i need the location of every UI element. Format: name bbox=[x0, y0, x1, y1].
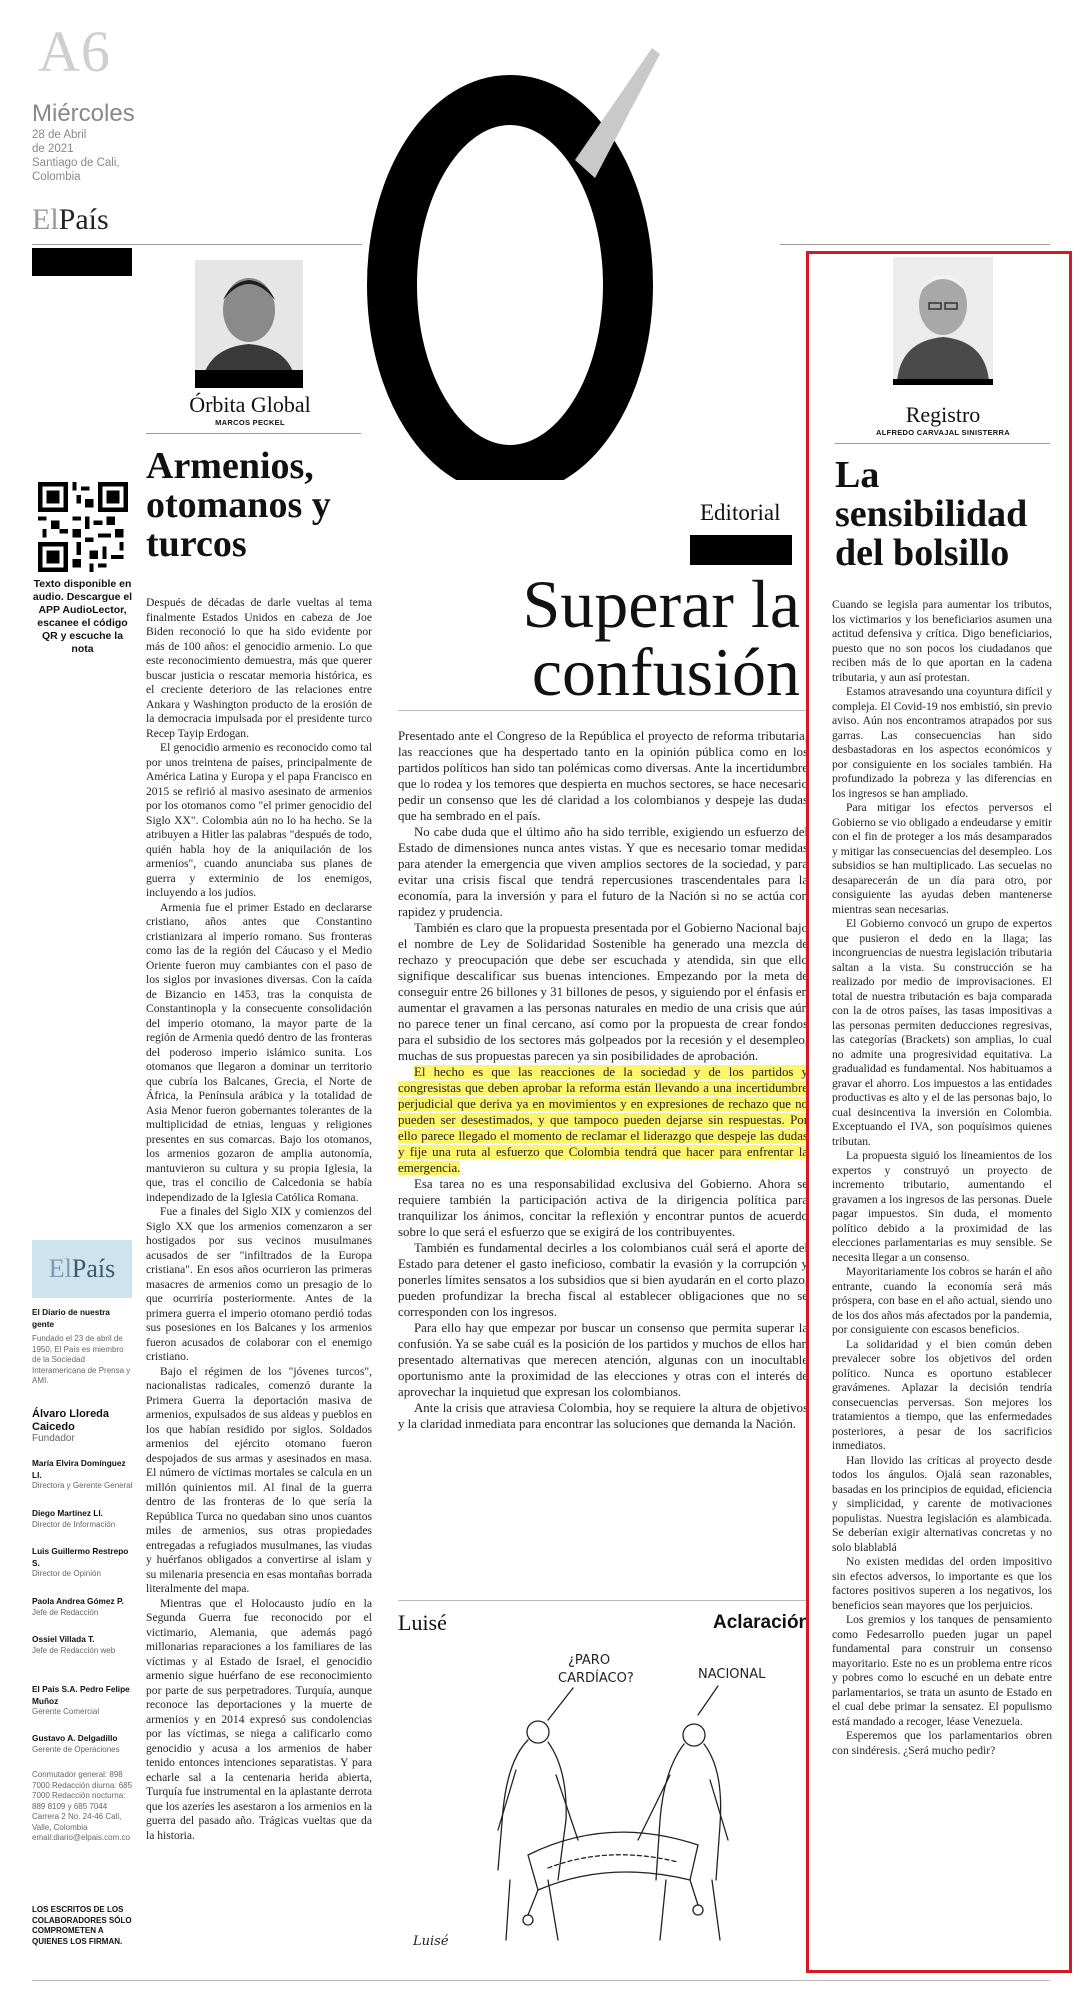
masthead-logo bbox=[32, 1240, 132, 1298]
paragraph: También es fundamental decirles a los colombianos cuál será el aporte del Estado para detener el gasto ineficioso, combatir la evasión y la corrupción y ponerles límites sensatos a los subsidios que si bien ayudarán en el corto plazo, pueden profundizar la brecha fiscal al establecer obligaciones que no se corresponden con los ingresos. bbox=[398, 1241, 808, 1319]
paragraph: Los gremios y los tanques de pensamiento como Fedesarrollo pueden jugar un papel fundamental para construir un consenso mayoritario. Este no es un problema entre ricos y pobres como lo escuché en un debate entre parlamentarios, se trata un asunto de Estado en el cual debe primar la sensatez. El populismo está mandado a recoger, léase Venezuela. bbox=[832, 1613, 1052, 1728]
headline-line: otomanos y bbox=[146, 484, 331, 526]
staff-name: Ossiel Villada T. bbox=[32, 1634, 95, 1644]
paragraph: La propuesta siguió los lineamientos de los expertos y construyó un proyecto de incremento tributario, aumentando el gravamen a los ingresos de las personas. Duele pagar impuestos. Sin duda, el momento político debido a la proximidad de las elecciones parlamentarias es muy sensible. Se necesita llegar a un consenso. bbox=[832, 1149, 1052, 1264]
paragraph: Después de décadas de darle vueltas al tema finalmente Estados Unidos en cabeza de Joe Biden reconoció lo que ha sido evidente por más de 100 años: el genocidio armenio. Lo que este reconocimiento demuestra, más que querer buscar justicia o rescatar memoria histórica, es el creciente deterioro de las relaciones entre Ankara y Washington producto de la erosión de la democracia impulsada por el presidente turco Recep Tayip Erdogan. bbox=[146, 596, 372, 740]
divider bbox=[835, 443, 1050, 444]
weekday: Miércoles bbox=[32, 100, 135, 127]
editorial-title bbox=[470, 566, 800, 710]
paragraph: Esperemos que los parlamentarios obren con sindéresis. ¿Será mucho pedir? bbox=[832, 1729, 1052, 1757]
paragraph: No cabe duda que el último año ha sido terrible, exigiendo un esfuerzo del Estado de dimensiones nunca antes vistas. Y que es necesario tomar medidas para atender la emergencia que viven amplios sectores de la sociedad, y para evitar una crisis fiscal que tendrá repercusiones trascendentales para la economía, para la inversión y para el futuro de la Nación si no se actúa con rapidez y prudencia. bbox=[398, 825, 808, 919]
masthead-contact: Conmutador general: 898 7000 Redacción diurna: 685 7000 Redacción nocturna: 889 8109 y 685 7044 Carrera 2 No. 24-46 Cali, Valle, Colombia email:diario@elpais.com.co bbox=[32, 1770, 133, 1842]
paragraph: Han llovido las críticas al proyecto desde todos los ángulos. Ojalá sean razonables, basadas en los principios de equidad, eficiencia y simplicidad, y carente de motivaciones populistas. Nuestra legislación es alambicada. Se deberían exigir alternativas concretas y no solo blablablá bbox=[832, 1453, 1052, 1554]
staff-role: Jefe de Redacción web bbox=[32, 1645, 116, 1655]
headline-line: sensibilidad bbox=[835, 493, 1028, 535]
cartoon-illustration bbox=[398, 1640, 808, 1960]
photo-bar bbox=[893, 379, 993, 385]
speech-bubble-text: ¿PARO bbox=[568, 1653, 611, 1668]
paragraph: Armenia fue el primer Estado en declararse cristiano, años antes que Constantino cristianizara al imperio romano. Sus fronteras como las de la región del Cáucaso y el Medio Oriente fueron muy cambiantes con el paso de los siglos por invasiones diversas. Con la caída de Bizancio en 1453, tras la conquista de Constantinopla y la consecuente consolidación del imperio otomano, la mayor parte de la región de Armenia quedó dentro de las fronteras del poderoso imperio islámico sunita. Los otomanos que llegaron a dominar un territorio que cubría los Balcanes, Grecia, el Norte de África, la Península arábica y la totalidad de Asia Menor fueron gobernantes tolerantes de la multiplicidad de etnias, lenguas y religiones presentes en sus comarcas. Bajo los otomanos, los armenios gozaron de amplia autonomía, mantuvieron su cultura y su propia Iglesia, la que, tras el concilio de Calcedonia se había independizado de la Iglesia Católica Romana. bbox=[146, 900, 372, 1204]
staff-name: Gustavo A. Delgadillo bbox=[32, 1733, 118, 1743]
headline-line: La bbox=[835, 454, 880, 496]
column-section: Órbita Global bbox=[189, 392, 311, 417]
paragraph: Esa tarea no es una responsabilidad exclusiva del Gobierno. Ahora se requiere también la participación activa de la dirigencia política para tranquilizar los ánimos, concitar la reflexión y encontrar puntos de acuerdo sobre lo que será el esfuerzo que se exigirá de los contribuyentes. bbox=[398, 1177, 808, 1239]
staff-item bbox=[32, 1733, 134, 1755]
column-headline bbox=[835, 456, 1060, 573]
staff-item bbox=[32, 1508, 134, 1530]
paragraph: Mientras que el Holocausto judío en la Segunda Guerra fue reconocido por el victimario, Alemania, que además pagó millonarias reparaciones a los familiares de las víctimas y al Estado de Israel, el genocidio armenio sigue huérfano de ese reconocimiento por parte de sus perpetradores. Turquía, aunque reconoce las deportaciones y la muerte de armenios y en 2014 expresó sus condolencias por las víctimas, se niega a calificarlo como genocidio y acusa a los armenios de haber tenido entonces intenciones separatistas. Y para echarle sal a la centenaria herida abierta, Turquía fue instrumental en la aplastante derrota que los azeríes les asestaron a los armenios en la guerra del pasado año. Trágicas vueltas que da la historia. bbox=[146, 1596, 372, 1842]
divider bbox=[398, 1600, 808, 1601]
highlight: El hecho es que las reacciones de la sociedad y de los partidos y congresistas que deben aprobar la reforma están llevando a una incertidumbre perjudicial que deriva ya en movimientos y en expresiones de rechazo que no pueden ser desestimados, y que tampoco pueden dejarse sin respuestas. Por ello parece llegado el momento de reclamar el liderazgo que despeje las dudas y fije una ruta al esfuerzo que Colombia tendrá que hacer para enfrentar la emergencia. bbox=[398, 1065, 808, 1175]
staff-role: Director de Opinión bbox=[32, 1569, 101, 1578]
logo-part: El bbox=[32, 203, 59, 236]
cartoon-signature: Luisé bbox=[413, 1934, 449, 1949]
staff-item bbox=[32, 1596, 134, 1618]
divider bbox=[32, 1980, 1050, 1981]
staff-item bbox=[32, 1684, 134, 1718]
cartoon-title: Aclaración bbox=[713, 1612, 811, 1633]
paragraph: Cuando se legisla para aumentar los tributos, los victimarios y los beneficiarios asumen una actitud defensiva y crítica. Digo beneficiarios, puesto que no son pocos los ciudadanos que reciben más de lo que aportan en la cadena tributaria, y aun así protestan. bbox=[832, 598, 1052, 684]
paragraph: Estamos atravesando una coyuntura difícil y compleja. El Covid-19 nos embistió, sin previo aviso. Aún nos encontramos atrapados por sus garras. Las consecuencias han sido desbastadoras en los aspectos económicos y por consiguiente en los sociales también. Ha profundizado la pobreza y las diferencias en los ingresos se han ampliado. bbox=[832, 685, 1052, 800]
columnist-photo bbox=[893, 257, 993, 381]
staff-item bbox=[32, 1546, 134, 1580]
staff-item bbox=[32, 1634, 134, 1656]
speech-bubble-text: NACIONAL bbox=[698, 1667, 766, 1682]
paragraph: También es claro que la propuesta presentada por el Gobierno Nacional bajo el nombre de Ley de Solidaridad Sostenible ha generado una mezcla de rechazo y preocupación que debe ser escuchada y atendida, sin que ello signifique descalificar sus buenas intenciones. Empezando por la meta de conseguir entre 26 billones y 31 billones de pesos, y siguiendo por el énfasis en aumentar el gravamen a las personas naturales en medio de una crisis que aún no parece tener un final cercano, así como por la propuesta de crear fondos para el subsidio de los sectores más golpeados por la recesión y el desempleo, muchas de sus propuestas parecen ya sin posibilidades de aprobación. bbox=[398, 921, 808, 1063]
divider bbox=[32, 244, 362, 245]
staff-name: El País S.A. Pedro Felipe Muñoz bbox=[32, 1684, 130, 1706]
columnist-photo bbox=[195, 260, 303, 388]
section-bar bbox=[690, 535, 792, 565]
masthead-disclaimer: LOS ESCRITOS DE LOS COLABORADORES SÓLO COMPROMETEN A QUIENES LOS FIRMAN. bbox=[32, 1905, 132, 1946]
masthead-tagline bbox=[32, 1307, 134, 1330]
paragraph: Bajo el régimen de los "jóvenes turcos", nacionalistas radicales, comenzó durante la Primera Guerra la deportación masiva de armenios, expulsados de sus aldeas y pueblos en los que habían residido por siglos. Soldados armenios del ejército otomano fueron despojados de sus armas y asesinados en masa. El número de víctimas mortales se calcula en un millón quinientos mil. Al final de la guerra dentro de las fronteras de lo que sería la República Turca no quedaban sino unos cuantos miles de armenios, sus otras propiedades entregadas a refugiados musulmanes, las viudas y huérfanos obligados a convertirse al islam y su milenaria presencia en esas montañas borrada literalmente del mapa. bbox=[146, 1364, 372, 1595]
paragraph: Para mitigar los efectos perversos el Gobierno se vio obligado a endeudarse y emitir con el fin de proteger a los más desamparados y mitigar las consecuencias del desempleo. Los subsidios se han multiplicado. Las secuelas no desaparecerán de un día para otro, por consiguiente las ayudas deben mantenerse mientras sean necesarias. bbox=[832, 801, 1052, 916]
newspaper-logo bbox=[32, 203, 109, 237]
staff-role: Jefe de Redacción bbox=[32, 1607, 99, 1617]
section-bar bbox=[32, 248, 132, 276]
divider bbox=[146, 433, 361, 434]
column-body bbox=[832, 598, 1052, 1963]
headline-line: turcos bbox=[146, 523, 247, 565]
staff-name: Diego Martínez Ll. bbox=[32, 1508, 103, 1518]
qr-code-icon[interactable] bbox=[38, 482, 128, 572]
speech-bubble-text: CARDÍACO? bbox=[558, 1671, 634, 1686]
title-line: confusión bbox=[531, 634, 800, 710]
page-number: A6 bbox=[38, 19, 111, 84]
paragraph: Ante la crisis que atraviesa Colombia, hoy se requiere la altura de objetivos y la claridad inmediata para encontrar las soluciones que demanda la Nación. bbox=[398, 1401, 808, 1431]
paragraph: Para ello hay que empezar por buscar un consenso que permita superar la confusión. Ya se sabe cuál es la posición de los partidos y muchos de ellos han presentado alternativas que merecen atención, algunas con un inocultable oportunismo ante la proximidad de las elecciones y otras con el interés de aprovechar la inquietud que expresan los colombianos. bbox=[398, 1321, 808, 1399]
staff-role: Gerente de Operaciones bbox=[32, 1744, 120, 1754]
paragraph: La solidaridad y el bien común deben prevalecer sobre los objetivos del orden político. Nunca es oportuno establecer gravámenes. Aplazar la decisión tendría consecuencias perversas. Son mejores los tratamientos a tiempo, que las enfermedades posteriores, a pesar de los sacrificios inmediatos. bbox=[832, 1337, 1052, 1452]
date-line: 28 de Abril bbox=[32, 129, 87, 141]
paragraph: No existen medidas del orden impositivo sin efectos adversos, lo importante es que los factores positivos superen a los negativos, los beneficios sean mayores que los perjuicios. bbox=[832, 1555, 1052, 1612]
logo-part: País bbox=[58, 203, 109, 236]
headline-line: del bolsillo bbox=[835, 532, 1010, 574]
staff-name: Luis Guillermo Restrepo S. bbox=[32, 1546, 129, 1568]
founder-role: Fundador bbox=[32, 1433, 75, 1444]
divider bbox=[780, 244, 1050, 245]
opinion-o-graphic bbox=[360, 40, 670, 480]
staff-item bbox=[32, 1458, 134, 1492]
column-headline bbox=[146, 447, 366, 564]
headline-line: Armenios, bbox=[146, 445, 314, 487]
qr-caption: Texto disponible en audio. Descargue el APP AudioLector, escanee el código QR y escuche la nota bbox=[32, 578, 133, 655]
cartoon-author: Luisé bbox=[398, 1610, 447, 1635]
column-author: ALFREDO CARVAJAL SINISTERRA bbox=[876, 428, 1010, 437]
column-author: MARCOS PECKEL bbox=[215, 418, 285, 427]
paragraph: El Gobierno convocó un grupo de expertos que pusieron el dedo en la llaga; las incongruencias de nuestra legislación tributaria saltan a la vista. Su construcción se ha realizado por medio de improvisaciones. El total de nuestra tributación es baja comparada con la de otros países, las tasas impositivas a las personas permiten deducciones regresivas, las categorías (Brackets) son amplias, lo cual no admite una progresividad equitativa. La gradualidad es fundamental. Nos habituamos a gravar el ahorro. Los impuestos a las entidades productivas es alto y el de las personas bajo, lo cual desincentiva la inversión en Colombia. Exceptuando el IVA, son poquísimos quienes tributan. bbox=[832, 917, 1052, 1148]
logo-part: País bbox=[71, 1254, 116, 1283]
tagline: El Diario de nuestra gente bbox=[32, 1307, 110, 1329]
masthead-founded: Fundado el 23 de abril de 1950, El País es miembro de la Sociedad Interamericana de Prensa y AMI. bbox=[32, 1334, 131, 1385]
staff-name: María Elvira Domínguez Ll. bbox=[32, 1458, 126, 1480]
title-line: Superar la bbox=[522, 566, 800, 642]
section-label: Editorial bbox=[700, 500, 781, 525]
highlighted-paragraph bbox=[398, 1064, 808, 1176]
column-body bbox=[146, 596, 372, 1962]
paragraph: Mayoritariamente los cobros se harán el año entrante, cuando la economía será más próspera, con base en el año actual, siendo uno de los dos años más afectados por la pandemia, por consiguiente con escasos beneficios. bbox=[832, 1265, 1052, 1336]
staff-role: Gerente Comercial bbox=[32, 1707, 100, 1716]
divider bbox=[398, 710, 808, 711]
editorial-body bbox=[398, 728, 808, 1432]
paragraph: Presentado ante el Congreso de la República el proyecto de reforma tributaria, las reacciones que ha despertado tanto en la opinión pública como en los partidos políticos han sido tan polémicas como diversas. Ante la incertidumbre que lo rodea y los temores que despierta en muchos sectores, se hace necesario pedir un consenso que les dé claridad a los colombianos y despeje las dudas que ha sembrado en el país. bbox=[398, 729, 808, 823]
column-section: Registro bbox=[905, 402, 981, 427]
paragraph: Fue a finales del Siglo XIX y comienzos del Siglo XX que los armenios comenzaron a ser hostigados por sus vecinos musulmanes acusados de ser "infiltrados de la Europa cristiana". En esos años ocurrieron las primeras masacres de armenios como un presagio de lo que ocurriría posteriormente. Antes de la primera guerra el imperio otomano perdió todas sus posesiones en los Balcanes y los armenios fueron acusados de colaborar con el enemigo cristiano. bbox=[146, 1205, 372, 1363]
paragraph: El genocidio armenio es reconocido como tal por unos treintena de países, principalmente de América Latina y Europa y el papa Francisco en 2015 se refirió al masivo asesinato de armenios por los otomanos como "el primer genocidio del Siglo XX". Colombia aún no lo ha hecho. Se la atribuyen a Hitler las palabras "después de todo, quién habla hoy de la aniquilación de los armenios", cuando anunciaba sus planes de guerra y exterminio de los enemigos, incluyendo a los judíos. bbox=[146, 741, 372, 899]
staff-role: Directora y Gerente General bbox=[32, 1481, 133, 1490]
photo-bar bbox=[195, 370, 303, 388]
founder-name: Álvaro Lloreda Caicedo bbox=[32, 1408, 110, 1433]
staff-role: Director de Información bbox=[32, 1519, 116, 1529]
date-line: Santiago de Cali, bbox=[32, 157, 120, 169]
staff-name: Paola Andrea Gómez P. bbox=[32, 1596, 124, 1606]
logo-part: El bbox=[48, 1254, 72, 1283]
date-line: Colombia bbox=[32, 171, 81, 183]
date-line: de 2021 bbox=[32, 143, 74, 155]
founder-block bbox=[32, 1408, 134, 1445]
